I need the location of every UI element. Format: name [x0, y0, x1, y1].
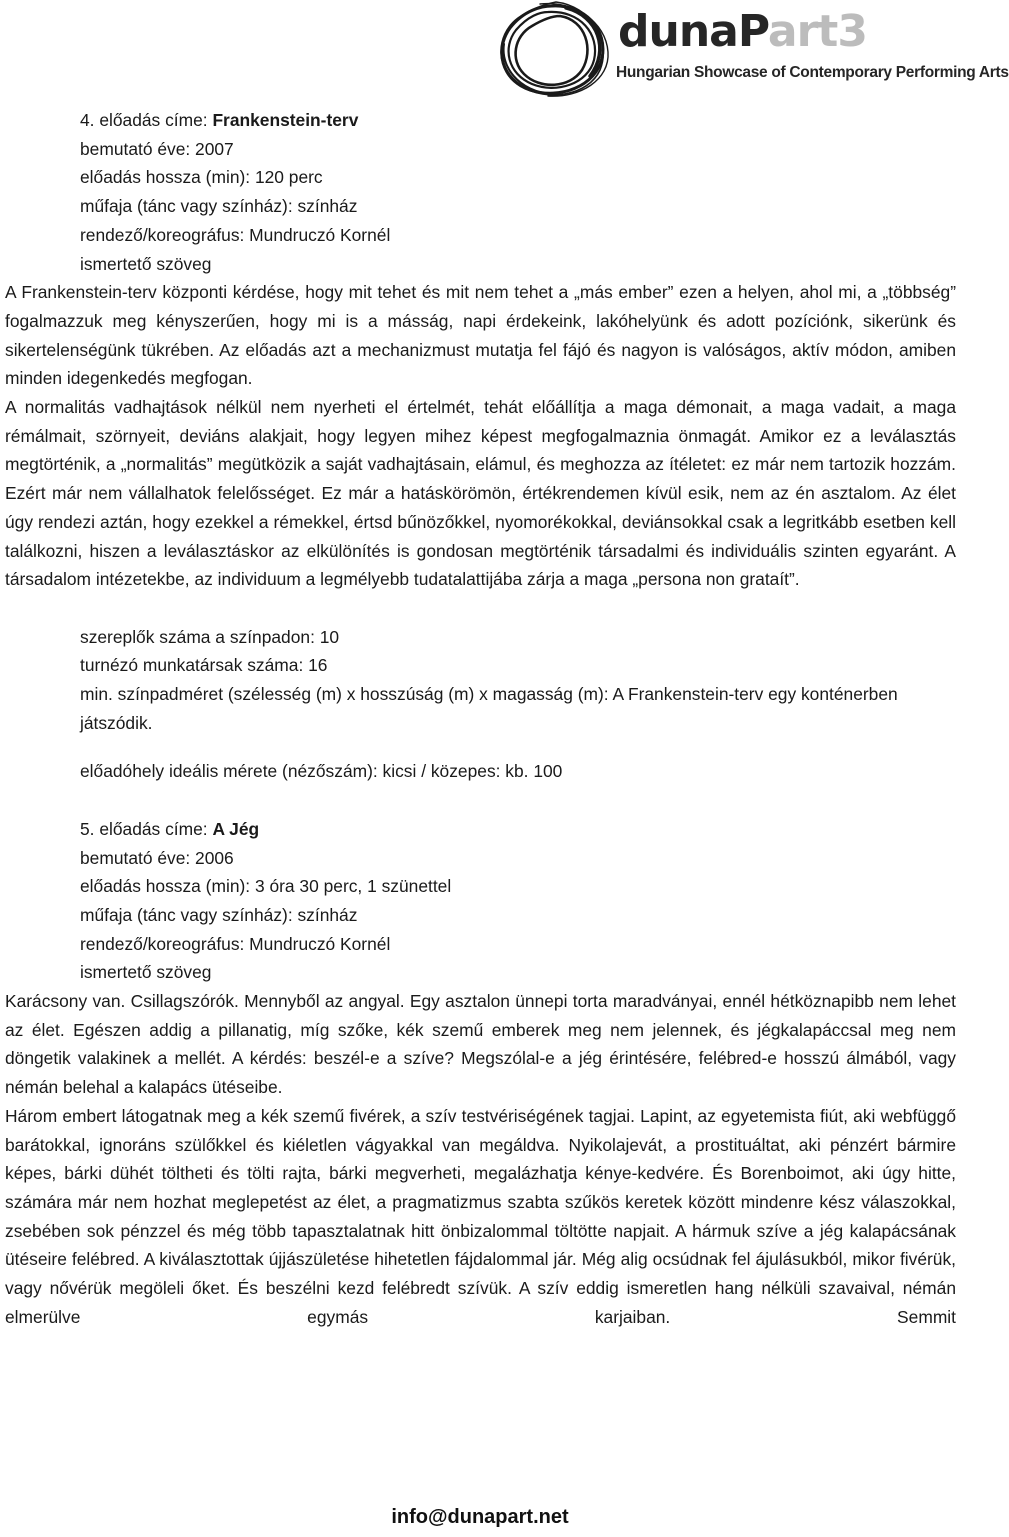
scribble-circle-icon: [490, 0, 614, 100]
show4-stage: min. színpadméret (szélesség (m) x hosszúság (m) x magasság (m): A Frankenstein-terv egy konténerben játszódik.: [80, 684, 898, 733]
logo-tagline: Hungarian Showcase of Contemporary Performing Arts: [616, 64, 1009, 81]
footer-email[interactable]: [0, 1506, 960, 1529]
show4-length: előadás hossza (min): 120 perc: [80, 167, 323, 188]
show4-director: rendező/koreográfus: Mundruczó Kornél: [80, 224, 391, 245]
show5-length: előadás hossza (min): 3 óra 30 perc, 1 szünettel: [80, 876, 452, 897]
show5-meta: [5, 815, 956, 987]
show4-specs: [5, 623, 956, 787]
show5-paragraph-2: Három embert látogatnak meg a kék szemű fivérek, a szív testvériségének tagjai. Lapint, az egyetemista fiút, aki webfüggő barátokkal, ignoráns szülőkkel és kiéletlen vágyakkal van megáldva. Nyikolajevát, a prostituáltat, aki pénzért bármire képes, bárki dühét töltheti és tölti rajta, bárki megverheti, megalázhatja kénye-kedvére. És Borenboimot, aki úgy hitte, számára már nem hozhat meglepetést az élet, a pragmatizmus szabta szűkös keretek között mindenre kész válaszokkal, zsebében sok pénzzel és még több tapasztalatnak hitt önbizalommal töltötte napjait. A hármuk szíve a jég kalapácsának ütéseire felébred. A kiválasztottak újjászületése hihetetlen fájdalommal jár. Még alig ocsúdnak fel ájulásukból, mikor fivérük, vagy nővérük megöleli őket. És beszélni kezd felébredt szívük. A szív eddig ismeretlen hang nélküli szavaival, némán elmerülve egymás karjaiban. Semmit: [5, 1105, 956, 1327]
show5-title: 5. előadás címe: A Jég: [80, 818, 260, 839]
dunapart-logo: [490, 0, 1009, 100]
show4-paragraph-2: A normalitás vadhajtások nélkül nem nyerheti el értelmét, tehát előállítja a maga démonait, a maga vadait, a maga rémálmait, szörnyeit, deviáns alakjait, hogy legyen mihez képest megfogalmaznia önmagát. Amikor ez a leválasztás megtörténik, a „normalitás” megütközik a saját vadhajtásain, elámul, és meghozza az ítéletet: ez már nem tartozik hozzám. Ezért már nem vállalhatok felelősséget. Ez már a hatáskörömön, értékrendemen kívül esik, nem az én asztalom. Az élet úgy rendezi aztán, hogy ezekkel a rémekkel, értsd bűnözőkkel, nyomorékokkal, deviánsokkal csak a legritkább esetben kell találkozni, hiszen a leválasztáskor az elkülönítés is gondosan megtörténik társadalmi és individuális szinten egyaránt. A társadalom intézetekbe, az individuum a legmélyebb tudatalattijába zárja a maga „persona non grataít”.: [5, 397, 956, 590]
show4-meta: [5, 106, 956, 278]
show4-touring: turnézó munkatársak száma: 16: [80, 655, 328, 676]
show4-cast: szereplők száma a színpadon: 10: [80, 626, 340, 647]
show5-genre: műfaja (tánc vagy színház): színház: [80, 904, 358, 925]
show5-paragraph-1: Karácsony van. Csillagszórók. Mennyből az angyal. Egy asztalon ünnepi torta maradványai, ennél hétköznapibb nem lehet az élet. Egészen addig a pillanatig, míg szőke, kék szemű emberek meg nem jelennek, és jégkalapáccsal meg nem döngetik valakinek a mellét. A kérdés: beszél-e a szíve? Megszólal-e a jég érintésére, felébred-e hosszú álmából, vagy némán belehal a kalapács ütéseibe.: [5, 991, 956, 1098]
logo-wordmark: dunaPart3: [618, 6, 867, 57]
show4-paragraph-1: A Frankenstein-terv központi kérdése, hogy mit tehet és mit nem tehet a „más ember” ezen a helyen, ahol mi, a „többség” fogalmazzuk meg kényszerűen, hogy mi is a másság, napi érdekeink, lakóhelyünk és adott pozíciónk, sikerünk és sikertelenségünk tükrében. Az előadás azt a mechanizmust mutatja fel fájó és nagyon is valóságos, aktív módon, amiben minden idegenkedés megfogan.: [5, 282, 956, 389]
footer-email-link[interactable]: info@dunapart.net: [391, 1506, 569, 1528]
show4-year: bemutató éve: 2007: [80, 138, 234, 159]
show5-director: rendező/koreográfus: Mundruczó Kornél: [80, 933, 391, 954]
show4-genre: műfaja (tánc vagy színház): színház: [80, 196, 358, 217]
show4-venue: előadóhely ideális mérete (nézőszám): kicsi / közepes: kb. 100: [80, 761, 563, 782]
show5-year: bemutató éve: 2006: [80, 847, 234, 868]
show4-desc-label: ismertető szöveg: [80, 253, 212, 274]
document-body: [5, 106, 956, 1332]
show4-title: 4. előadás címe: Frankenstein-terv: [80, 110, 359, 130]
show5-desc-label: ismertető szöveg: [80, 962, 212, 983]
